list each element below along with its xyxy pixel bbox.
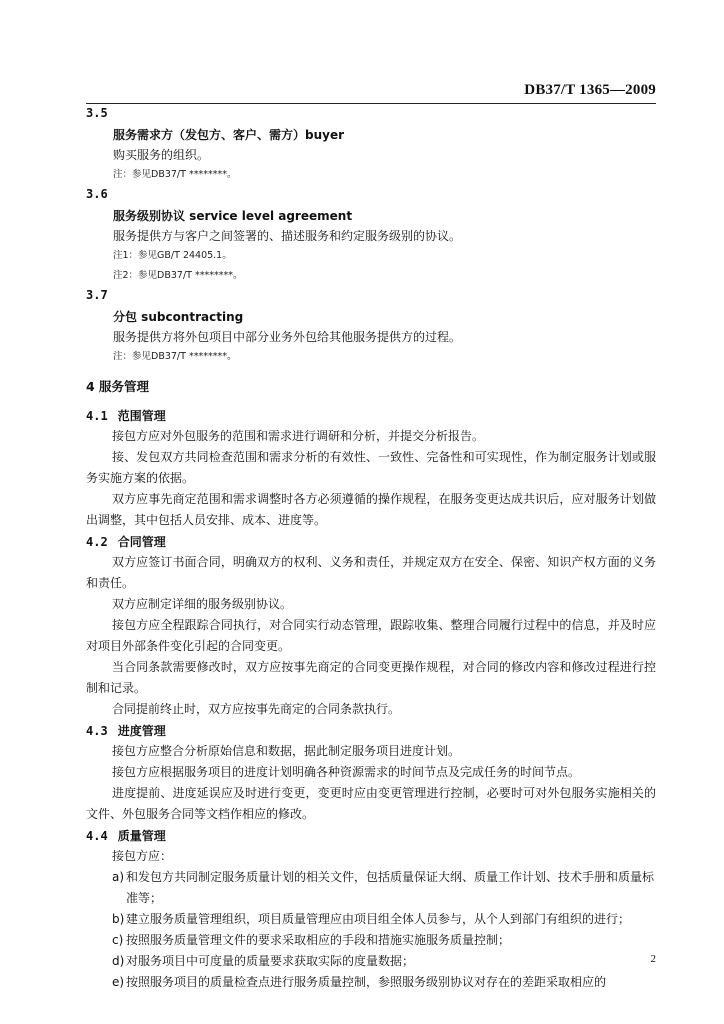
list-marker: d) [112, 954, 125, 968]
page-content [86, 104, 656, 993]
list-item-text: 建立服务质量管理组织，项目质量管理应由项目组全体人员参与，从个人到部门有组织的进行； [126, 912, 631, 926]
clause-number: 3.5 [86, 106, 108, 120]
paragraph: 接包方应全程跟踪合同执行，对合同实行动态管理，跟踪收集、整理合同履行过程中的信息，并及时应对项目外部条件变化引起的合同变更。 [86, 618, 656, 653]
list-marker: c) [112, 933, 124, 947]
list-item [86, 951, 656, 972]
subsection-number: 4.4 [86, 829, 108, 843]
subsection-heading [86, 722, 656, 741]
term-definition: 购买服务的组织。 [113, 148, 210, 162]
paragraph: 接包方应对外包服务的范围和需求进行调研和分析，并提交分析报告。 [112, 429, 485, 443]
term-note: 注：参见DB37/T ********。 [113, 351, 237, 362]
list-marker: e) [112, 975, 125, 989]
paragraph: 接包方应整合分析原始信息和数据，据此制定服务项目进度计划。 [112, 744, 461, 758]
subsection-heading [86, 407, 656, 426]
subsection-title: 合同管理 [117, 535, 166, 549]
term-note: 注2：参见DB37/T ********。 [113, 270, 243, 281]
list-intro: 接包方应： [112, 849, 173, 863]
list-item-text: 按照服务项目的质量检查点进行服务质量控制，参照服务级别协议对存在的差距采取相应的 [126, 975, 607, 989]
term-definition: 服务提供方将外包项目中部分业务外包给其他服务提供方的过程。 [113, 330, 462, 344]
term-title: 服务需求方（发包方、客户、需方）buyer [113, 128, 345, 142]
list-marker: a) [112, 870, 125, 884]
clause-number: 3.6 [86, 187, 108, 201]
section-heading: 4 服务管理 [86, 379, 150, 394]
term-definition: 服务提供方与客户之间签署的、描述服务和约定服务级别的协议。 [113, 229, 462, 243]
subsection-title: 进度管理 [117, 724, 166, 738]
paragraph: 合同提前终止时，双方应按事先商定的合同条款执行。 [112, 702, 401, 716]
term-note: 注1：参见GB/T 24405.1。 [113, 250, 232, 261]
paragraph: 进度提前、进度延误应及时进行变更，变更时应由变更管理进行控制，必要时可对外包服务实施相关的文件、外包服务合同等文档作相应的修改。 [86, 786, 656, 821]
paragraph: 接包方应根据服务项目的进度计划明确各种资源需求的时间节点及完成任务的时间节点。 [112, 765, 581, 779]
list-item [86, 972, 656, 993]
list-item-text: 和发包方共同制定服务质量计划的相关文件，包括质量保证大纲、质量工作计划、技术手册和质量标准等； [126, 870, 655, 905]
list-item-text: 按照服务质量管理文件的要求采取相应的手段和措施实施服务质量控制； [126, 933, 511, 947]
list-marker: b) [112, 912, 125, 926]
paragraph: 接、发包双方共同检查范围和需求分析的有效性、一致性、完备性和可实现性，作为制定服务计划或服务实施方案的依据。 [86, 450, 656, 485]
term-title: 分包 subcontracting [113, 310, 244, 324]
paragraph: 双方应签订书面合同，明确双方的权利、义务和责任，并规定双方在安全、保密、知识产权方面的义务和责任。 [86, 555, 656, 590]
clause-number: 3.7 [86, 288, 108, 302]
term-title: 服务级别协议 service level agreement [113, 209, 353, 223]
list-item-text: 对服务项目中可度量的质量要求获取实际的度量数据； [126, 954, 415, 968]
subsection-number: 4.1 [86, 409, 108, 423]
subsection-heading [86, 533, 656, 552]
subsection-heading [86, 827, 656, 846]
list-item [86, 909, 656, 930]
subsection-number: 4.2 [86, 535, 108, 549]
subsection-title: 范围管理 [117, 409, 166, 423]
page-number: 2 [650, 953, 656, 965]
list-item [86, 867, 656, 909]
subsection-title: 质量管理 [117, 829, 166, 843]
standard-code: DB37/T 1365—2009 [524, 82, 656, 98]
paragraph: 双方应制定详细的服务级别协议。 [112, 597, 293, 611]
list-item [86, 930, 656, 951]
paragraph: 双方应事先商定范围和需求调整时各方必须遵循的操作规程，在服务变更达成共识后，应对服务计划做出调整，其中包括人员安排、成本、进度等。 [86, 492, 656, 527]
subsection-number: 4.3 [86, 724, 108, 738]
term-note: 注：参见DB37/T ********。 [113, 169, 237, 180]
paragraph: 当合同条款需要修改时，双方应按事先商定的合同变更操作规程，对合同的修改内容和修改过程进行控制和记录。 [86, 660, 656, 695]
